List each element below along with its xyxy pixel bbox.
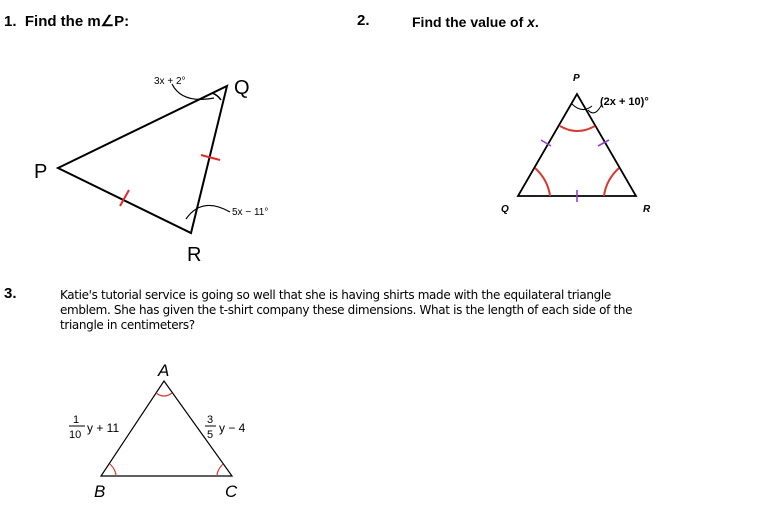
angle-q-arc-2 bbox=[535, 168, 550, 196]
problem-2-number: 2. bbox=[357, 12, 370, 29]
angle-r-arc-2 bbox=[604, 168, 619, 196]
angle-q-arc bbox=[212, 93, 221, 100]
side-ac-rest: y − 4 bbox=[219, 421, 246, 435]
vertex-q-label: Q bbox=[234, 77, 250, 99]
angle-a-arc bbox=[156, 393, 172, 396]
side-ac-denominator: 5 bbox=[207, 429, 214, 441]
angle-q-expression: 3x + 2° bbox=[154, 76, 186, 87]
problem-2-prompt-suffix: . bbox=[534, 14, 539, 30]
angle-r-expression: 5x − 11° bbox=[232, 207, 269, 218]
side-ac-numerator: 3 bbox=[207, 414, 214, 426]
side-ab-denominator: 10 bbox=[69, 429, 82, 441]
problem-1-number: 1. bbox=[4, 13, 17, 30]
problem-2-triangle bbox=[501, 73, 651, 215]
angle-p-expression: (2x + 10)° bbox=[600, 96, 649, 108]
side-ab-expression bbox=[69, 414, 119, 441]
vertex-q-label-2: Q bbox=[501, 204, 509, 215]
vertex-r-label-2: R bbox=[643, 204, 651, 215]
angle-c-arc bbox=[217, 464, 223, 476]
problem-2-prompt-variable: x bbox=[527, 14, 535, 30]
angle-p-arc bbox=[560, 126, 595, 131]
problem-2-prompt-prefix: Find the value of bbox=[412, 14, 528, 30]
triangle-pqr-2-outline bbox=[518, 94, 636, 196]
angle-r-arc bbox=[186, 205, 230, 219]
problem-3-number: 3. bbox=[4, 285, 17, 302]
problem-1-triangle bbox=[34, 76, 268, 266]
problem-3-text: Katie's tutorial service is going so well that she is having shirts made with the equilateral triangle emblem. She has given the t-shirt company these dimensions. What is the length of each side of the triangle in centimeters? bbox=[60, 288, 633, 332]
vertex-p-label: P bbox=[34, 161, 48, 183]
angle-p-marker bbox=[572, 104, 592, 110]
problem-3-triangle bbox=[69, 361, 246, 501]
vertex-r-label: R bbox=[187, 244, 202, 266]
side-ab-numerator: 1 bbox=[73, 414, 80, 426]
problem-1-prompt: Find the m∠P: bbox=[24, 13, 130, 30]
angle-b-arc bbox=[110, 464, 116, 476]
vertex-b-label: B bbox=[94, 482, 106, 501]
vertex-p-label-2: P bbox=[573, 73, 580, 84]
vertex-a-label: A bbox=[158, 361, 170, 380]
side-ac-expression bbox=[205, 414, 246, 441]
side-ab-rest: y + 11 bbox=[87, 421, 120, 435]
triangle-pqr-outline bbox=[58, 86, 227, 233]
vertex-c-label: C bbox=[225, 482, 238, 501]
